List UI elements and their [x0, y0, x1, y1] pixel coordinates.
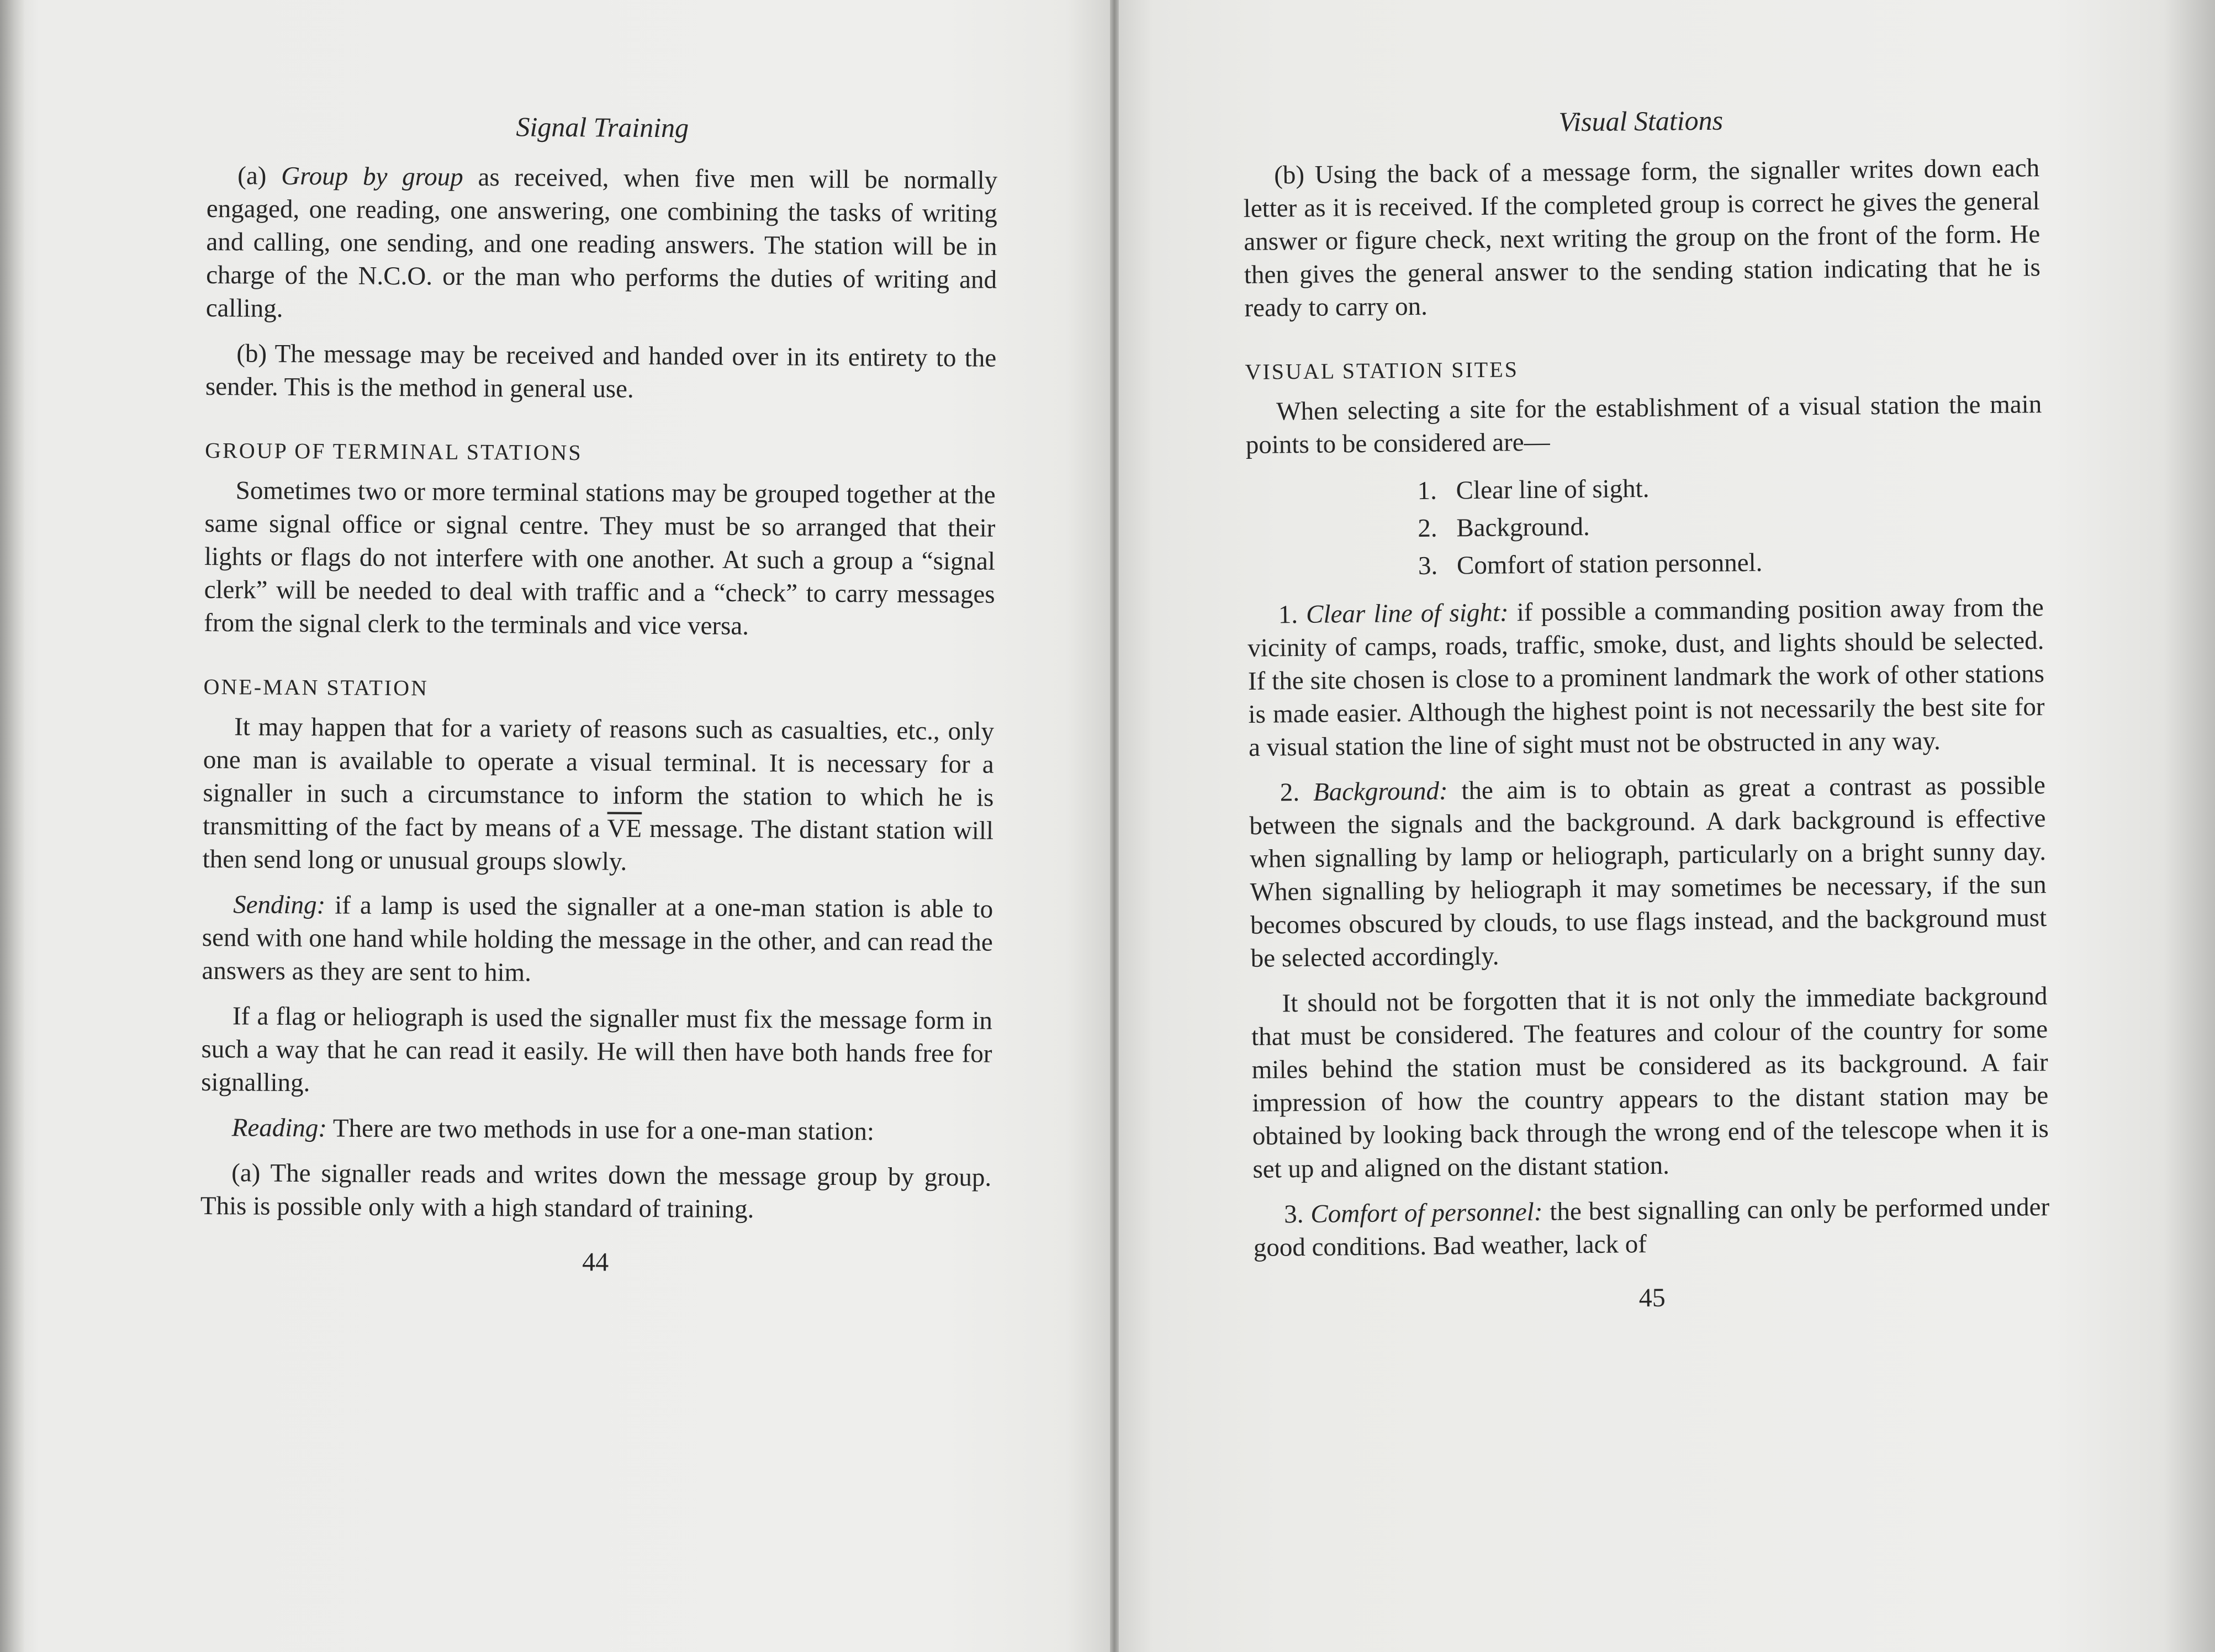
list-item-label: Clear line of sight. [1456, 474, 1650, 505]
paragraph-sending [202, 888, 993, 992]
paragraph-comfort [1253, 1190, 2050, 1264]
page-number-left: 44 [582, 1247, 609, 1277]
paragraph-body: It may happen that for a variety of reasons such as casualties, etc., only one man is available to operate a visual terminal. It is necessary for a signaller in such a circumstance to inform the station to which he is transmitting of the fact by means of a [202, 712, 995, 843]
left-page-edge [0, 0, 24, 1652]
book-gutter [1110, 0, 1119, 1652]
main-points-list [1246, 466, 2043, 586]
paragraph-entirety: (b) The message may be received and handed over in its entirety to the sender. This is the method in general use. [205, 339, 997, 404]
right-page-text [1243, 100, 2050, 1319]
paragraph-lead: 3. [1283, 1199, 1311, 1229]
paragraph-background [1249, 769, 2047, 975]
list-item [1418, 504, 2043, 547]
paragraph-body: as received, when five men will be normally engaged, one reading, one answering, one combining the tasks of writing and calling, one sending, and one reading answers. The station will be in charge of the N.C.O. or the man who performs the duties of writing and calling. [205, 162, 998, 323]
paragraph-not-forgotten: It should not be forgotten that it is not only the immediate background that must be considered. The features and colour of the country for some miles behind the station must be considered as its background. A fair impression of how the country appears to the distant station may be obtained by looking back through the wrong end of the telescope when it is set up and aligned on the distant station. [1251, 982, 2049, 1184]
paragraph-group-terminal: Sometimes two or more terminal stations may be grouped together at the same signal office or signal centre. They must be so arranged that their lights or flags do not interfere with one another. At such a group a “signal clerk” will be needed to deal with traffic and a “check” to carry messages from the signal clerk to the terminals and vice versa. [204, 476, 996, 641]
paragraph-italic-lead: Sending: [233, 890, 326, 920]
section-heading-sites: VISUAL STATION SITES [1245, 357, 1519, 384]
page-number-right: 45 [1638, 1283, 1666, 1313]
paragraph-body: if possible a commanding position away from the vicinity of camps, roads, traffic, smoke, dust, and lights should be selected. If the site chosen is close to a prominent landmark the work of other stations is made easier. Although the highest point is not necessarily the best site for a visual station the line of sight must not be obstructed in any way. [1247, 593, 2045, 762]
running-head-right: Visual Stations [1558, 104, 1724, 137]
list-item [1418, 541, 2044, 585]
paragraph-method-a: (a) The signaller reads and writes down the message group by group. This is possible only with a high standard of training. [200, 1158, 992, 1224]
paragraph-italic-lead: Reading: [231, 1113, 327, 1143]
paragraph-lead: 2. [1280, 777, 1314, 807]
list-item [1417, 466, 2043, 510]
paragraph-clear-line [1247, 591, 2045, 764]
list-item-number: 3. [1418, 551, 1438, 580]
paragraph-body: the best signalling can only be performed under good conditions. Bad weather, lack of [1253, 1193, 2050, 1262]
list-item-label: Comfort of station personnel. [1456, 548, 1763, 580]
paragraph-method-b: (b) Using the back of a message form, the signaller writes down each letter as it is received. If the completed group is correct he gives the general answer or figure check, next writing the group on the front of the form. He then gives the general answer to the sending station indicating that he is ready to carry on. [1243, 153, 2041, 322]
section-heading-one-man: ONE-MAN STATION [203, 674, 429, 701]
running-head-left: Signal Training [516, 111, 689, 144]
paragraph-italic-lead: Background: [1313, 776, 1448, 807]
paragraph-reading [201, 1111, 992, 1149]
paragraph-sites: When selecting a site for the establishment of a visual station the main points to be considered are— [1245, 390, 2042, 459]
list-item-number: 1. [1417, 476, 1437, 505]
paragraph-body: message. The distant station will then send long or unusual groups slowly. [202, 814, 994, 876]
paragraph-flag: If a flag or heliograph is used the signaller must fix the message form in such a way that he can read it easily. He will then have both hands free for signalling. [201, 1002, 993, 1098]
paragraph-lead: (a) [237, 161, 282, 190]
paragraph-group-by-group [206, 159, 998, 330]
list-item-number: 2. [1418, 513, 1437, 543]
paragraph-body: the aim is to obtain as great a contrast as possible between the signals and the background. A dark background is effective when signalling by lamp or heliograph, particularly on a bright sunny day. When signalling by heliograph it may sometimes be necessary, if the sun becomes obscured by clouds, to use flags instead, and the background must be selected accordingly. [1249, 771, 2047, 973]
paragraph-lead: 1. [1278, 600, 1307, 629]
left-page-text [200, 108, 998, 1282]
paragraph-body: if a lamp is used the signaller at a one-man station is able to send with one hand while holding the message in the other, and can read the answers as they are sent to him. [202, 891, 993, 987]
ve-signal-text: $\overline{VE}$ [607, 814, 642, 843]
paragraph-body: There are two methods in use for a one-man station: [326, 1114, 875, 1146]
paragraph-italic-lead: Group by group [281, 161, 463, 192]
paragraph-italic-lead: Comfort of personnel: [1310, 1197, 1543, 1229]
section-heading-group-terminal: GROUP OF TERMINAL STATIONS [205, 437, 583, 465]
right-page [1114, 0, 2215, 1652]
list-item-label: Background. [1456, 512, 1590, 543]
paragraph-one-man [203, 710, 995, 881]
paragraph-italic-lead: Clear line of sight: [1305, 598, 1509, 629]
